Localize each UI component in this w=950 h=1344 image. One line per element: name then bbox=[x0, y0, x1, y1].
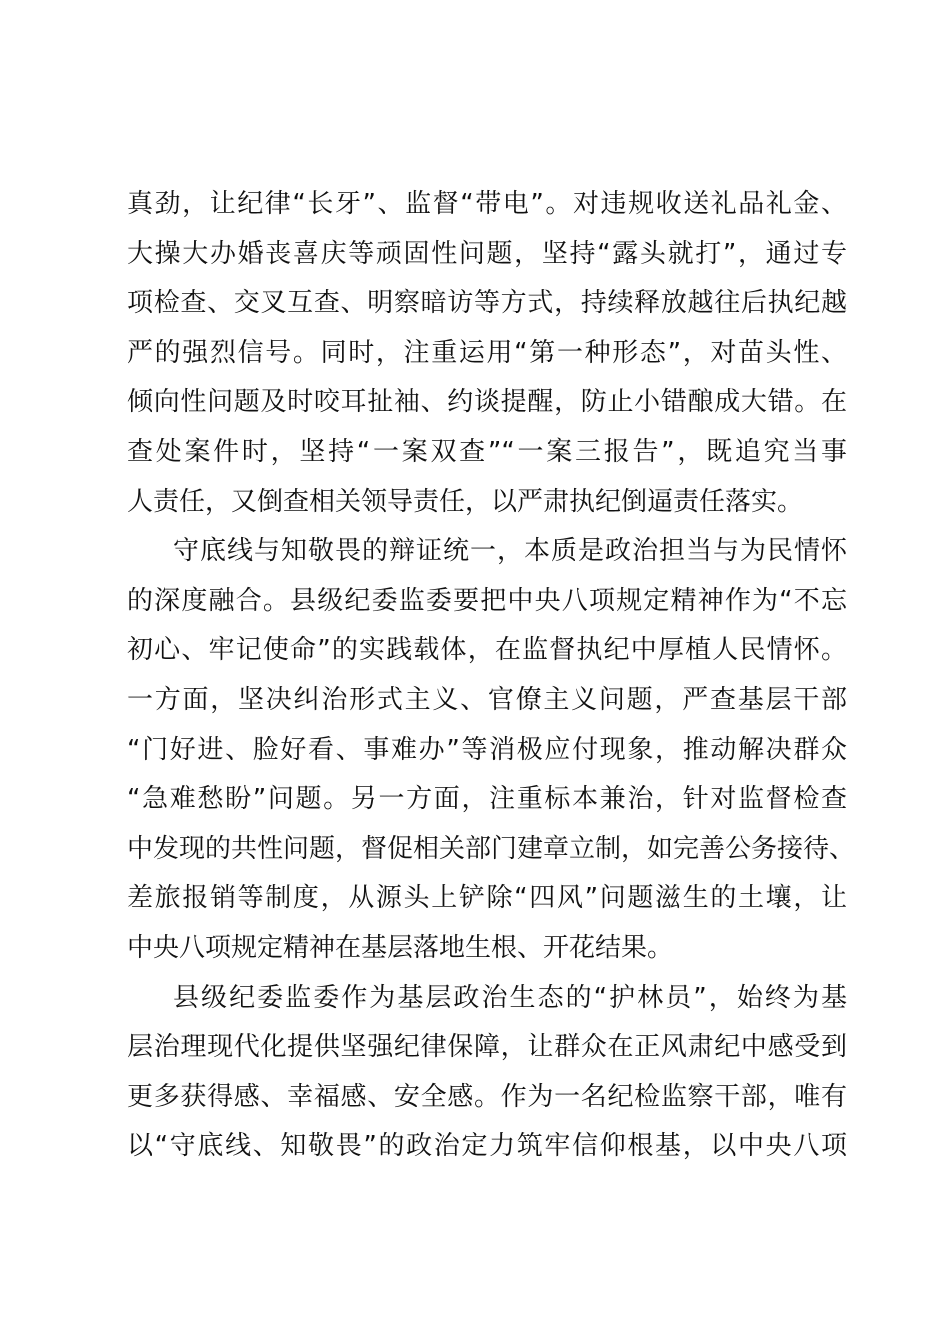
text-line: 差旅报销等制度，从源头上铲除“四风”问题滋生的土壤，让 bbox=[127, 883, 847, 914]
text-line: 中发现的共性问题，督促相关部门建章立制，如完善公务接待、 bbox=[127, 833, 856, 864]
text-line: 查处案件时，坚持“一案双查”“一案三报告”，既追究当事 bbox=[127, 436, 847, 467]
text-line: 层治理现代化提供坚强纪律保障，让群众在正风肃纪中感受到 bbox=[127, 1032, 847, 1063]
text-line: 中央八项规定精神在基层落地生根、开花结果。 bbox=[127, 932, 674, 963]
text-line: 人责任，又倒查相关领导责任，以严肃执纪倒逼责任落实。 bbox=[127, 486, 804, 517]
text-line: 更多获得感、幸福感、安全感。作为一名纪检监察干部，唯有 bbox=[127, 1081, 847, 1112]
text-line: “门好进、脸好看、事难办”等消极应付现象，推动解决群众 bbox=[127, 734, 847, 765]
text-line: 项检查、交叉互查、明察暗访等方式，持续释放越往后执纪越 bbox=[127, 288, 847, 319]
text-line: 的深度融合。县级纪委监委要把中央八项规定精神作为“不忘 bbox=[127, 585, 847, 616]
body-text bbox=[127, 180, 856, 1172]
text-line: 以“守底线、知敬畏”的政治定力筑牢信仰根基，以中央八项 bbox=[127, 1131, 847, 1162]
text-line: 初心、牢记使命”的实践载体，在监督执纪中厚植人民情怀。 bbox=[127, 635, 847, 666]
text-line: 县级纪委监委作为基层政治生态的“护林员”，始终为基 bbox=[173, 982, 847, 1013]
text-line: 大操大办婚丧喜庆等顽固性问题，坚持“露头就打”，通过专 bbox=[127, 238, 847, 269]
text-line: 倾向性问题及时咬耳扯袖、约谈提醒，防止小错酿成大错。在 bbox=[127, 387, 847, 418]
text-line: “急难愁盼”问题。另一方面，注重标本兼治，针对监督检查 bbox=[127, 784, 847, 815]
text-line: 一方面，坚决纠治形式主义、官僚主义问题，严查基层干部 bbox=[127, 684, 847, 715]
text-line: 真劲，让纪律“长牙”、监督“带电”。对违规收送礼品礼金、 bbox=[127, 189, 847, 219]
text-line: 守底线与知敬畏的辩证统一，本质是政治担当与为民情怀 bbox=[173, 536, 847, 567]
text-line: 严的强烈信号。同时，注重运用“第一种形态”，对苗头性、 bbox=[127, 337, 847, 368]
